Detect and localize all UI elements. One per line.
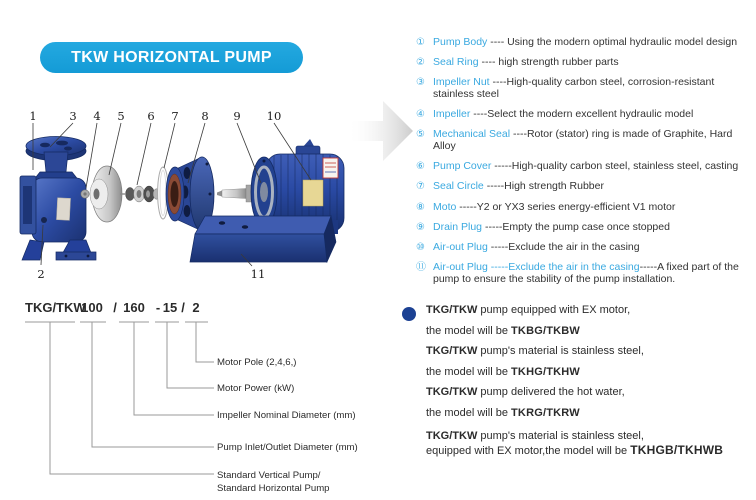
label-impeller-diameter: Impeller Nominal Diameter (mm) <box>217 410 356 421</box>
series-code: TKG/TKW <box>426 386 478 398</box>
label-standard-horizontal: Standard Horizontal Pump <box>217 483 330 494</box>
variant-result: equipped with EX motor,the model will be <box>426 444 631 457</box>
variant-model-code: TKHGB/TKHWB <box>630 442 724 457</box>
variant-condition: pump's material is stainless steel, <box>477 345 644 357</box>
parts-list-item-11 <box>416 262 754 285</box>
label-standard-vertical: Standard Vertical Pump/ <box>217 470 321 481</box>
circled-number-icon: ② <box>416 57 425 69</box>
part-desc: ---- high strength rubber parts <box>478 56 619 69</box>
part-number-11: 11 <box>250 267 266 281</box>
impeller-nut <box>81 190 89 198</box>
code-inlet: 100 <box>81 300 103 315</box>
part-number-10: 10 <box>266 109 282 123</box>
circled-number-icon: ⑩ <box>416 241 425 253</box>
circled-number-icon: ⑦ <box>416 181 425 193</box>
model-code-breakdown <box>18 296 362 500</box>
bullet-dot-icon <box>402 307 416 321</box>
part-desc: ----Rotor (stator) ring is made of Graphite, Hard Alloy <box>433 128 733 152</box>
label-motor-power: Motor Power (kW) <box>217 383 295 394</box>
part-desc: ----High-quality carbon steel, corrosion-resistant stainless steel <box>433 76 715 100</box>
variant-result: the model will be <box>426 324 511 337</box>
part-term: Seal Circle <box>433 180 484 193</box>
circled-number-icon: ③ <box>416 77 425 89</box>
circled-number-icon: ④ <box>416 109 425 121</box>
part-term: Air-out Plug -----Exclude the air in the casing <box>433 261 640 274</box>
circled-number-icon: ① <box>416 37 425 48</box>
code-slash-1: / <box>113 300 117 315</box>
motor-sticker <box>323 158 338 178</box>
part-term: Drain Plug <box>433 220 483 233</box>
title-banner <box>40 42 303 73</box>
variant-stainless <box>426 341 752 382</box>
series-code: TKG/TKW <box>426 430 478 442</box>
variant-condition: pump delivered the hot water, <box>477 386 625 398</box>
motor-base <box>190 216 338 262</box>
variant-condition: pump equipped with EX motor, <box>477 304 631 316</box>
breakdown-lines <box>25 322 214 474</box>
parts-list-item-9 <box>416 222 754 234</box>
variant-ex-motor <box>426 300 752 341</box>
part-number-1: 1 <box>29 109 37 123</box>
circled-number-icon: ⑪ <box>416 262 426 274</box>
part-number-9: 9 <box>233 109 241 123</box>
motor-nameplate <box>303 180 323 206</box>
part-number-6: 6 <box>147 109 155 123</box>
part-desc: -----Empty the pump case once stopped <box>482 220 670 233</box>
part-term: Mechanical Seal <box>433 128 511 141</box>
parts-description-list <box>416 37 754 294</box>
code-pole: 2 <box>192 300 200 315</box>
part-desc: -----High-quality carbon steel, stainless steel, casting <box>491 160 739 173</box>
parts-list-item-2 <box>416 57 754 69</box>
part-number-2: 2 <box>37 267 45 281</box>
drain-plug <box>41 217 47 223</box>
series-code: TKG/TKW <box>426 304 478 316</box>
part-number-3: 3 <box>69 109 77 123</box>
code-dash: - <box>155 300 161 315</box>
variant-model-code: TKRG/TKRW <box>511 406 580 419</box>
variant-result: the model will be <box>426 365 511 378</box>
right-arrow-icon <box>350 101 413 161</box>
label-inlet-outlet: Pump Inlet/Outlet Diameter (mm) <box>217 442 358 453</box>
part-term: Impeller <box>433 108 471 121</box>
pump-exploded-diagram <box>0 90 420 290</box>
variant-model-code: TKBG/TKBW <box>511 324 581 337</box>
page-title: TKW HORIZONTAL PUMP <box>71 48 272 66</box>
parts-list-item-7 <box>416 181 754 193</box>
parts-list-item-10 <box>416 242 754 254</box>
part-term: Pump Cover <box>433 160 492 173</box>
part-desc: -----Exclude the air in the casing <box>487 240 640 253</box>
variant-hot-water <box>426 382 752 423</box>
part-number-5: 5 <box>117 109 125 123</box>
parts-list-item-1 <box>416 37 754 49</box>
label-motor-pole: Motor Pole (2,4,6,) <box>217 357 297 368</box>
part-desc: ----Select the modern excellent hydraulic model <box>470 108 694 121</box>
code-series: TKG/TKW <box>25 300 86 315</box>
parts-list-item-8 <box>416 202 754 214</box>
mechanical-seal-parts <box>126 186 160 202</box>
code-slash-2: / <box>181 300 185 315</box>
impeller <box>90 166 125 222</box>
parts-list-item-6 <box>416 161 754 173</box>
code-power: 15 <box>162 300 178 315</box>
part-desc: ---- Using the modern optimal hydraulic model design <box>487 36 738 48</box>
variant-condition: pump's material is stainless steel, <box>477 430 644 442</box>
variant-stainless-ex <box>426 430 752 458</box>
variant-model-code: TKHG/TKHW <box>511 365 581 378</box>
circled-number-icon: ⑨ <box>416 221 425 233</box>
parts-list-item-4 <box>416 109 754 121</box>
part-number-4: 4 <box>93 109 101 123</box>
series-code: TKG/TKW <box>426 345 478 357</box>
part-number-8: 8 <box>201 109 209 123</box>
part-term: Air-out Plug <box>433 240 488 253</box>
model-code-segments <box>25 300 200 315</box>
part-term: Seal Ring <box>433 56 479 69</box>
part-desc: -----High strength Rubber <box>483 180 604 193</box>
part-term: Impeller Nut <box>433 76 490 89</box>
circled-number-icon: ⑥ <box>416 161 425 173</box>
circled-number-icon: ⑤ <box>416 129 425 141</box>
part-number-7: 7 <box>171 109 179 123</box>
parts-list-item-5 <box>416 129 754 152</box>
part-desc: -----A fixed part of the pump to ensure the stability of the pump installation. <box>433 261 739 285</box>
part-term: Pump Body <box>433 36 488 48</box>
part-desc: -----Y2 or YX3 series energy-efficient V1 motor <box>456 200 676 213</box>
variant-result: the model will be <box>426 406 511 419</box>
code-impeller: 160 <box>123 300 145 315</box>
variant-models-section <box>400 300 752 458</box>
breakdown-labels <box>217 357 358 494</box>
part-term: Moto <box>433 200 457 213</box>
circled-number-icon: ⑧ <box>416 201 425 213</box>
parts-list-item-3 <box>416 77 754 100</box>
